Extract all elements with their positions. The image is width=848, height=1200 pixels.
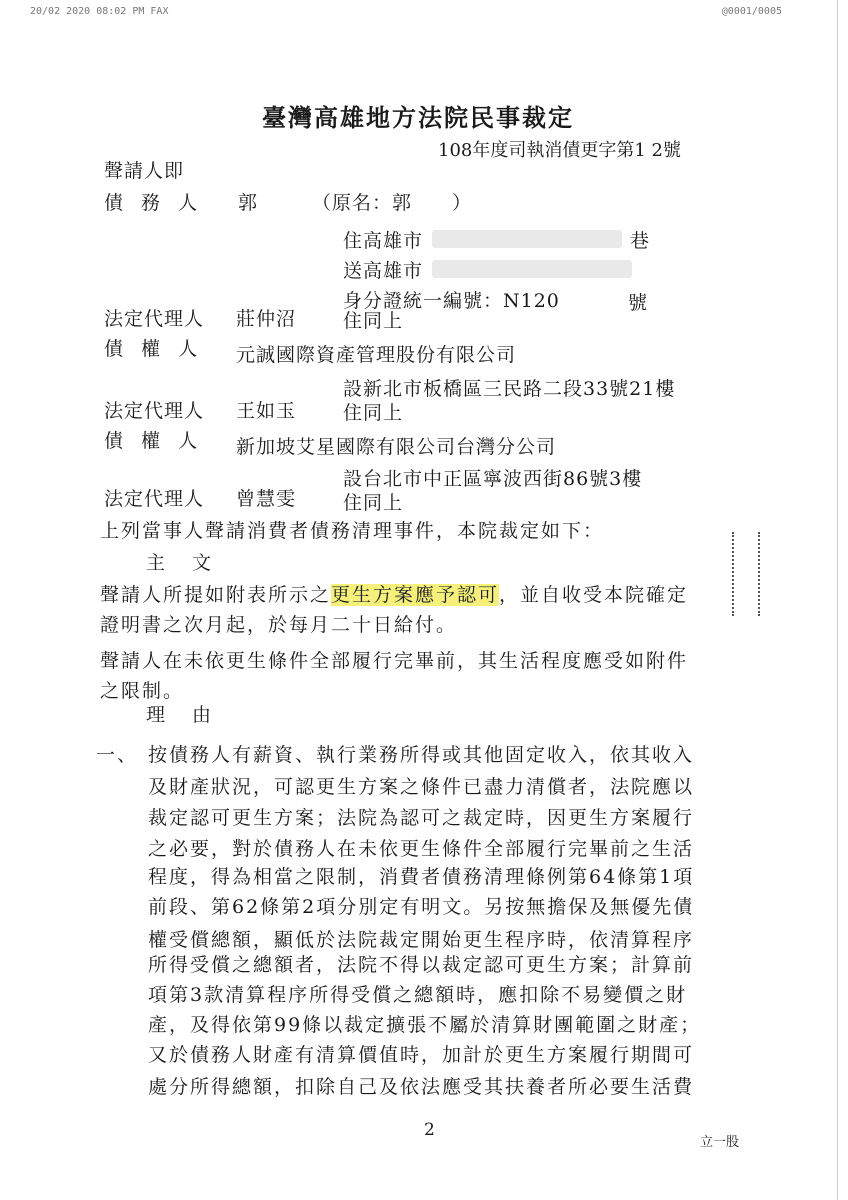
footer-mark: 立一股: [700, 1135, 740, 1150]
page-number: 2: [424, 1120, 435, 1140]
debtor-address-tail: 巷: [630, 230, 651, 252]
reason-line: 裁定認可更生方案；法院為認可之裁定時，因更生方案履行: [148, 807, 695, 829]
creditor2-label: 債 權 人: [104, 430, 204, 452]
debtor-id-tail: 號: [628, 292, 649, 314]
debtor-label: 債 務 人: [104, 192, 204, 214]
highlighted-text: 更生方案應予認可: [331, 584, 500, 606]
creditor1-label: 債 權 人: [104, 338, 204, 360]
rep3-label: 法定代理人: [104, 488, 205, 510]
debtor-former-name: （原名：郭 ）: [312, 192, 473, 214]
case-number: 108年度司執消債更字第1 2號: [438, 140, 681, 161]
reason-number: 一、: [96, 744, 139, 766]
redaction-mark: [432, 230, 622, 248]
reason-line: 及財產狀況，可認更生方案之條件已盡力清償者，法院應以: [148, 776, 695, 798]
creditor2-name: 新加坡艾星國際有限公司台灣分公司: [236, 436, 557, 458]
creditor1-address: 設新北市板橋區三民路二段33號21樓: [343, 378, 676, 400]
main-heading: 主 文: [146, 552, 216, 574]
reason-line: 前段、第62條第2項分別定有明文。另按無擔保及無優先債: [148, 896, 695, 918]
rep1-address: 住同上: [343, 310, 404, 332]
debtor-id: 身分證統一編號：N120: [343, 290, 560, 312]
rep2-address: 住同上: [343, 402, 404, 424]
reason-line: 處分所得總額，扣除自己及依法應受其扶養者所必要生活費: [148, 1076, 695, 1098]
debtor-name: 郭: [238, 192, 259, 214]
debtor-service-address: 送高雄市: [343, 260, 424, 282]
creditor1-name: 元誠國際資產管理股份有限公司: [236, 344, 517, 366]
rep1-name: 莊仲沼: [236, 308, 297, 330]
petitioner-label: 聲請人即: [104, 160, 185, 182]
main-line-1-post: ，並自收受本院確定: [499, 584, 689, 606]
scan-edge-line: [837, 0, 838, 1200]
reason-line: 程度，得為相當之限制，消費者債務清理條例第64條第1項: [148, 866, 695, 888]
creditor2-address: 設台北市中正區寧波西街86號3樓: [343, 468, 643, 490]
margin-dots: [732, 532, 760, 616]
reason-heading: 理 由: [146, 704, 216, 726]
main-line-3: 聲請人在未依更生條件全部履行完畢前，其生活程度應受如附件: [100, 650, 689, 672]
main-line-1: [100, 580, 688, 607]
main-line-4: 之限制。: [100, 680, 185, 702]
debtor-address: 住高雄市: [343, 230, 424, 252]
redaction-mark: [432, 260, 632, 278]
reason-line: 又於債務人財產有清算價值時，加計於更生方案履行期間可: [148, 1044, 695, 1066]
reason-line: 產，及得依第99條以裁定擴張不屬於清算財團範圍之財產；: [148, 1014, 702, 1036]
rep1-label: 法定代理人: [104, 308, 205, 330]
fax-header-right: @0001/0005: [721, 6, 782, 17]
reason-line: 之必要，對於債務人在未依更生條件全部履行完畢前之生活: [148, 838, 695, 860]
rep3-address: 住同上: [343, 492, 404, 514]
rep2-label: 法定代理人: [104, 400, 205, 422]
document-title: 臺灣高雄地方法院民事裁定: [262, 103, 574, 132]
rep2-name: 王如玉: [236, 400, 297, 422]
reason-line: 所得受償之總額者，法院不得以裁定認可更生方案；計算前: [148, 954, 695, 976]
reason-line: 權受償總額，顯低於法院裁定開始更生程序時，依清算程序: [148, 929, 695, 951]
fax-header-left: 20/02 2020 08:02 PM FAX: [30, 6, 169, 17]
reason-line: 按債務人有薪資、執行業務所得或其他固定收入，依其收入: [148, 744, 695, 766]
intro-sentence: 上列當事人聲請消費者債務清理事件，本院裁定如下：: [100, 520, 605, 542]
rep3-name: 曾慧雯: [236, 488, 297, 510]
main-line-2: 證明書之次月起，於每月二十日給付。: [100, 614, 458, 636]
main-line-1-pre: 聲請人所提如附表所示之: [100, 584, 332, 606]
reason-line: 項第3款清算程序所得受償之總額時，應扣除不易變價之財: [148, 984, 688, 1006]
